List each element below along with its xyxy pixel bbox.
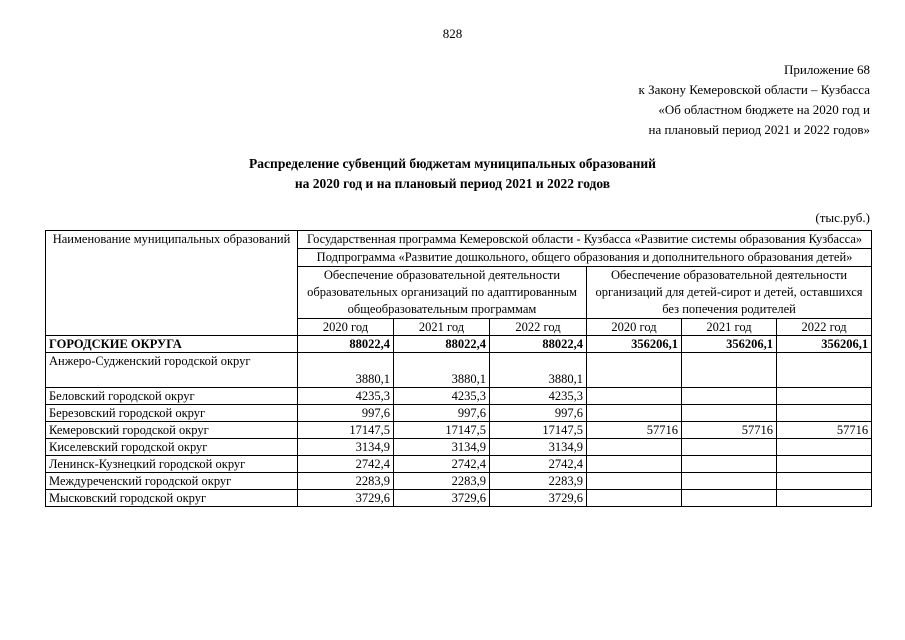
appendix-line: «Об областном бюджете на 2020 год и	[658, 102, 870, 117]
table-body	[46, 336, 872, 507]
value-cell	[682, 353, 777, 388]
value-cell: 997,6	[394, 405, 490, 422]
value-cell: 2742,4	[490, 456, 587, 473]
value-cell	[682, 405, 777, 422]
municipality-name: ГОРОДСКИЕ ОКРУГА	[46, 336, 298, 353]
municipality-name: Березовский городской округ	[46, 405, 298, 422]
municipality-name: Мысковский городской округ	[46, 490, 298, 507]
value-cell: 57716	[777, 422, 872, 439]
value-cell: 2283,9	[394, 473, 490, 490]
value-cell: 3134,9	[298, 439, 394, 456]
appendix-line: Приложение 68	[783, 62, 870, 77]
value-cell	[682, 473, 777, 490]
value-cell: 88022,4	[298, 336, 394, 353]
page-number: 828	[442, 26, 463, 41]
municipality-name: Междуреченский городской округ	[46, 473, 298, 490]
value-cell: 2283,9	[298, 473, 394, 490]
value-cell	[587, 353, 682, 388]
year-header-group2: 2021 год	[682, 319, 777, 336]
value-cell	[682, 388, 777, 405]
table-row	[46, 388, 872, 405]
appendix-line: к Закону Кемеровской области – Кузбасса	[638, 82, 870, 97]
value-cell: 3134,9	[394, 439, 490, 456]
value-cell: 4235,3	[298, 388, 394, 405]
value-cell: 57716	[587, 422, 682, 439]
title-line: на 2020 год и на плановый период 2021 и 2022 годов	[294, 176, 611, 191]
value-cell	[777, 456, 872, 473]
value-cell	[777, 405, 872, 422]
value-cell	[682, 439, 777, 456]
table-row	[46, 456, 872, 473]
municipality-name: Киселевский городской округ	[46, 439, 298, 456]
value-cell: 2742,4	[394, 456, 490, 473]
value-cell	[587, 405, 682, 422]
subprogram-header: Подпрограмма «Развитие дошкольного, общего образования и дополнительного образования детей»	[298, 249, 872, 267]
value-cell: 356206,1	[587, 336, 682, 353]
title-line: Распределение субвенций бюджетам муниципальных образований	[249, 156, 656, 171]
value-cell: 997,6	[490, 405, 587, 422]
group-header-adapted-programs: Обеспечение образовательной деятельности образовательных организаций по адаптированным общеобразовательным программам	[298, 267, 587, 319]
value-cell	[777, 473, 872, 490]
value-cell: 3880,1	[394, 353, 490, 388]
appendix-line: на плановый период 2021 и 2022 годов»	[648, 122, 870, 137]
value-cell: 4235,3	[490, 388, 587, 405]
units-label: (тыс.руб.)	[815, 210, 870, 225]
municipality-name: Ленинск-Кузнецкий городской округ	[46, 456, 298, 473]
value-cell: 356206,1	[777, 336, 872, 353]
table-row	[46, 422, 872, 439]
value-cell: 17147,5	[394, 422, 490, 439]
municipality-name: Анжеро-Судженский городской округ	[46, 353, 298, 388]
value-cell: 2283,9	[490, 473, 587, 490]
year-header-group1: 2020 год	[298, 319, 394, 336]
year-header-group1: 2021 год	[394, 319, 490, 336]
municipality-name: Беловский городской округ	[46, 388, 298, 405]
value-cell: 356206,1	[682, 336, 777, 353]
value-cell: 3134,9	[490, 439, 587, 456]
value-cell	[587, 439, 682, 456]
table-row	[46, 473, 872, 490]
appendix-block	[639, 60, 871, 140]
value-cell	[587, 473, 682, 490]
value-cell	[777, 388, 872, 405]
total-row	[46, 336, 872, 353]
value-cell: 17147,5	[490, 422, 587, 439]
table-row	[46, 490, 872, 507]
program-header: Государственная программа Кемеровской области - Кузбасса «Развитие системы образования Кузбасса»	[298, 231, 872, 249]
value-cell	[682, 456, 777, 473]
year-header-group2: 2022 год	[777, 319, 872, 336]
name-column-header: Наименование муниципальных образований	[46, 231, 298, 336]
document-title	[0, 154, 905, 194]
value-cell: 88022,4	[490, 336, 587, 353]
value-cell: 17147,5	[298, 422, 394, 439]
value-cell: 3729,6	[490, 490, 587, 507]
municipality-name: Кемеровский городской округ	[46, 422, 298, 439]
value-cell: 57716	[682, 422, 777, 439]
table-row	[46, 353, 872, 388]
year-header-group1: 2022 год	[490, 319, 587, 336]
value-cell: 88022,4	[394, 336, 490, 353]
value-cell	[777, 353, 872, 388]
table-row	[46, 439, 872, 456]
value-cell	[777, 490, 872, 507]
value-cell: 4235,3	[394, 388, 490, 405]
subventions-table	[45, 230, 872, 507]
value-cell	[682, 490, 777, 507]
value-cell: 3729,6	[394, 490, 490, 507]
value-cell	[777, 439, 872, 456]
value-cell: 3880,1	[298, 353, 394, 388]
value-cell: 3880,1	[490, 353, 587, 388]
value-cell: 997,6	[298, 405, 394, 422]
value-cell	[587, 490, 682, 507]
value-cell: 3729,6	[298, 490, 394, 507]
table-row	[46, 405, 872, 422]
value-cell	[587, 456, 682, 473]
group-header-orphans: Обеспечение образовательной деятельности организаций для детей-сирот и детей, оставшихся без попечения родителей	[587, 267, 872, 319]
value-cell: 2742,4	[298, 456, 394, 473]
value-cell	[587, 388, 682, 405]
year-header-group2: 2020 год	[587, 319, 682, 336]
